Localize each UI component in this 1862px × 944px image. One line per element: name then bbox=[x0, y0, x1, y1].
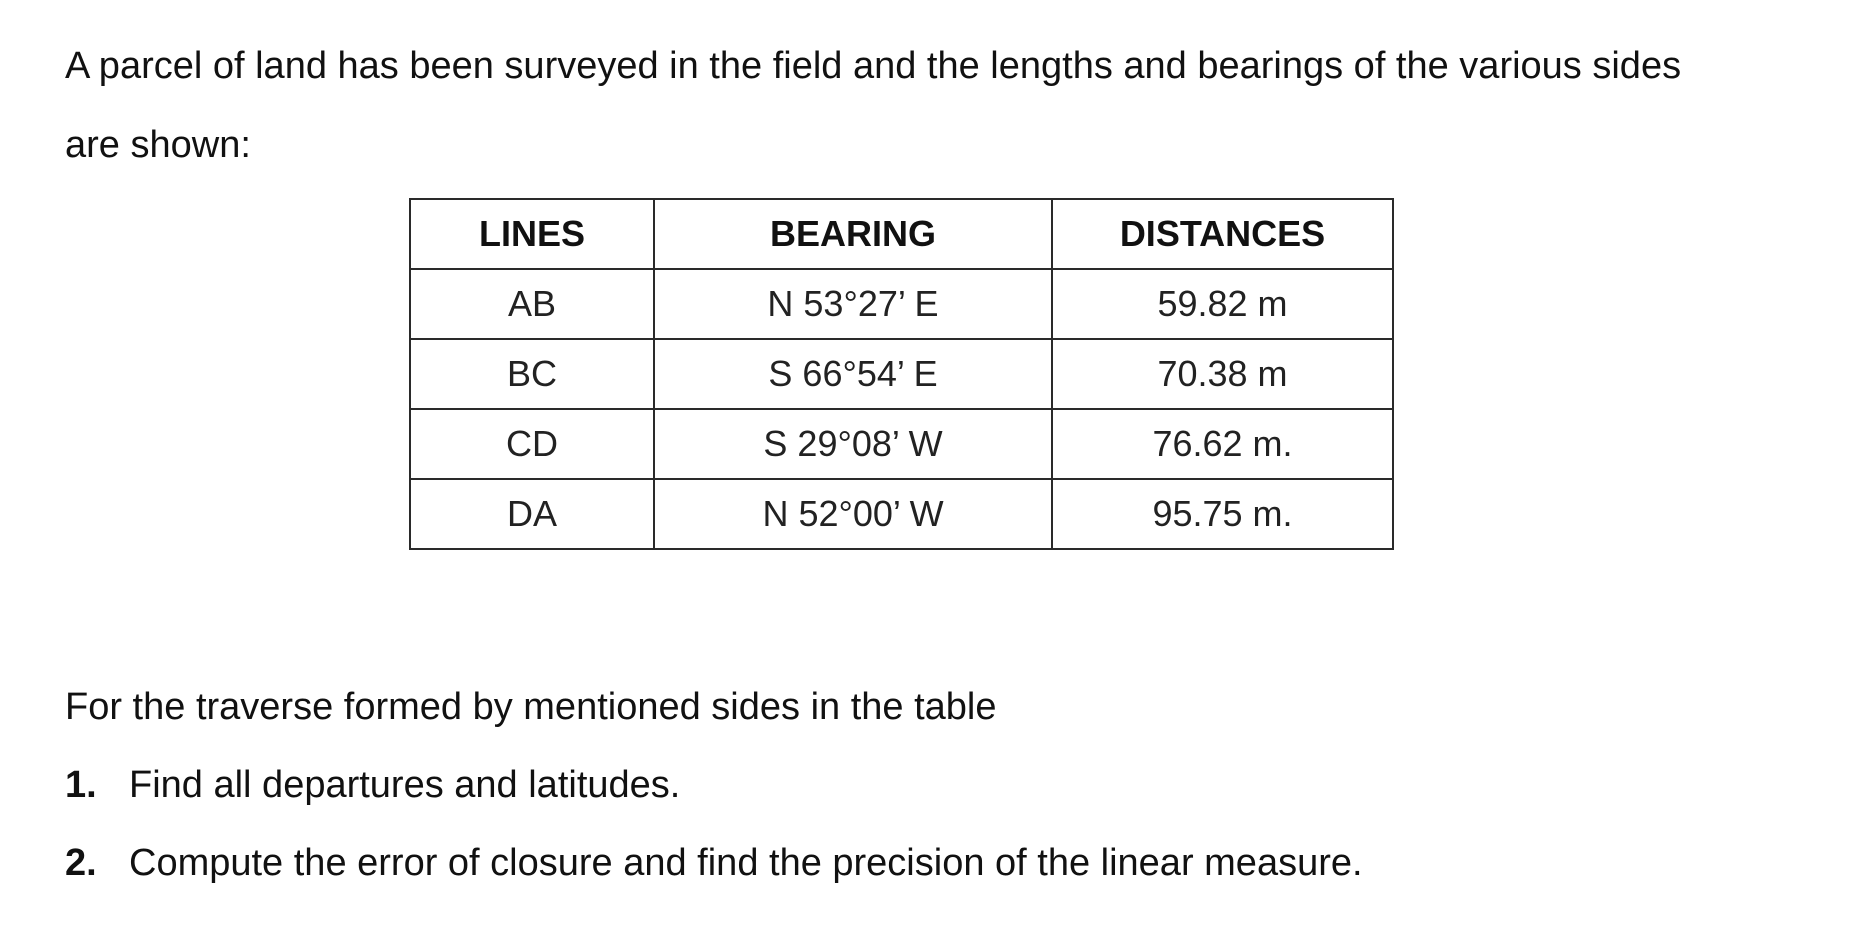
header-distances: DISTANCES bbox=[1052, 199, 1393, 269]
task-item-text: Find all departures and latitudes. bbox=[129, 764, 681, 806]
cell-line: DA bbox=[410, 479, 654, 549]
intro-text-line-1: A parcel of land has been surveyed in the field and the lengths and bearings of the various sides bbox=[65, 45, 1682, 87]
cell-line: BC bbox=[410, 339, 654, 409]
cell-distance: 95.75 m. bbox=[1052, 479, 1393, 549]
task-item-number: 2. bbox=[65, 842, 97, 884]
task-item-number: 1. bbox=[65, 764, 97, 806]
header-lines: LINES bbox=[410, 199, 654, 269]
cell-distance: 76.62 m. bbox=[1052, 409, 1393, 479]
task-item bbox=[65, 766, 680, 804]
task-item bbox=[65, 844, 1363, 882]
table-row bbox=[410, 339, 1393, 409]
cell-bearing: S 29°08’ W bbox=[654, 409, 1052, 479]
task-item-text: Compute the error of closure and find the precision of the linear measure. bbox=[129, 842, 1363, 884]
cell-bearing: N 53°27’ E bbox=[654, 269, 1052, 339]
table-row bbox=[410, 479, 1393, 549]
header-bearing: BEARING bbox=[654, 199, 1052, 269]
table-header-row bbox=[410, 199, 1393, 269]
cell-line: AB bbox=[410, 269, 654, 339]
task-intro-text: For the traverse formed by mentioned sides in the table bbox=[65, 686, 997, 728]
table-row bbox=[410, 409, 1393, 479]
cell-line: CD bbox=[410, 409, 654, 479]
cell-distance: 59.82 m bbox=[1052, 269, 1393, 339]
intro-text-line-2: are shown: bbox=[65, 124, 251, 166]
cell-bearing: N 52°00’ W bbox=[654, 479, 1052, 549]
survey-table bbox=[409, 198, 1394, 550]
table-row bbox=[410, 269, 1393, 339]
cell-bearing: S 66°54’ E bbox=[654, 339, 1052, 409]
cell-distance: 70.38 m bbox=[1052, 339, 1393, 409]
